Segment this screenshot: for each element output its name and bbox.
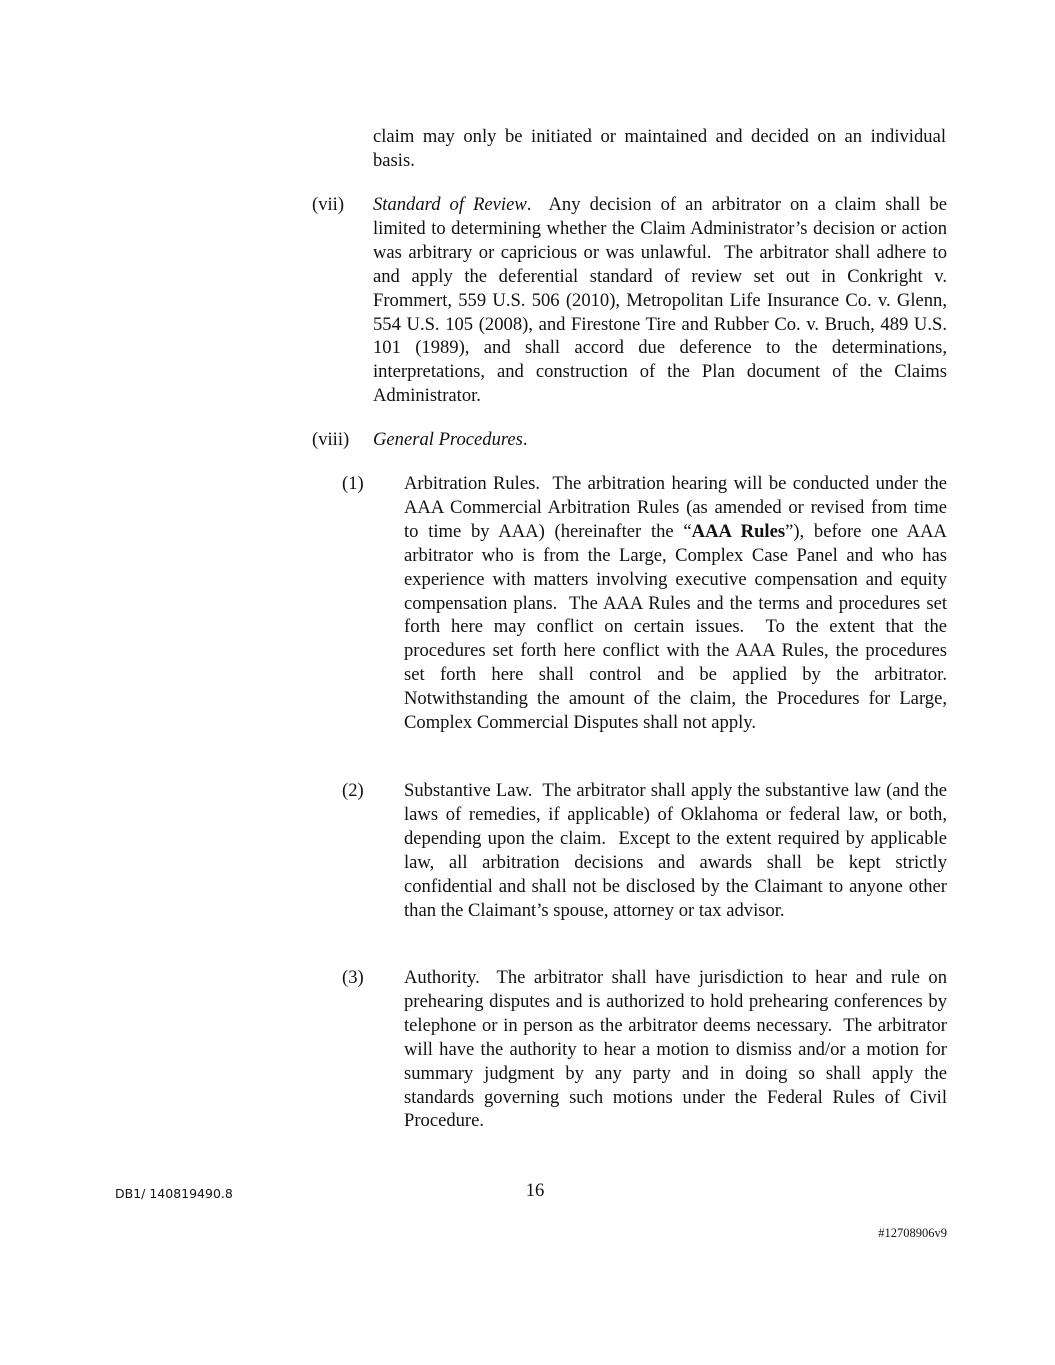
- section-viii-label: (viii): [312, 429, 350, 450]
- item-1-text-before: Arbitration Rules. The arbitration hearing will be conducted under the AAA Commercial Arbitration Rules (as amended or revised from time to time by AAA) (hereinafter the “: [404, 473, 952, 542]
- continuation-text: claim may only be initiated or maintained and decided on an individual basis.: [373, 126, 946, 171]
- section-viii-heading-line: [373, 428, 947, 452]
- item-1-bold-term: AAA Rules: [691, 520, 786, 542]
- item-3-label: (3): [342, 967, 364, 988]
- page-number: 16: [525, 1180, 545, 1201]
- item-3-paragraph: [404, 966, 952, 1133]
- item-1-label: (1): [342, 473, 364, 494]
- continuation-paragraph: [373, 125, 946, 173]
- section-viii-heading-period: .: [522, 429, 528, 450]
- section-vii-body: Any decision of an arbitrator on a claim shall be limited to determining whether the Claim Administrator’s decision or action was arbitrary or capricious or was unlawful. The arbitrator shall adhere to and apply the deferential standard of review set out in Conkright v. Frommert, 559 U.S. 506 (2010), Metropolitan Life Insurance Co. v. Glenn, 554 U.S. 105 (2008), and Firestone Tire and Rubber Co. v. Bruch, 489 U.S. 101 (1989), and shall accord due deference to the determinations, interpretations, and construction of the Plan document of the Claims Administrator.: [373, 194, 952, 407]
- footer-reference: #12708906v9: [878, 1226, 947, 1240]
- section-vii-label: (vii): [312, 194, 345, 215]
- item-2-paragraph: [404, 779, 952, 922]
- item-3-text: Authority. The arbitrator shall have jurisdiction to hear and rule on prehearing disputes and is authorized to hold prehearing conferences by telephone or in person as the arbitrator deems necessary. The arbitrator will have the authority to hear a motion to dismiss and/or a motion for summary judgment by any party and in doing so shall apply the standards governing such motions under the Federal Rules of Civil Procedure.: [404, 967, 952, 1132]
- section-vii-heading-period: .: [526, 194, 532, 215]
- item-2-text: Substantive Law. The arbitrator shall apply the substantive law (and the laws of remedies, if applicable) of Oklahoma or federal law, or both, depending upon the claim. Except to the extent required by applicable law, all arbitration decisions and awards shall be kept strictly confidential and shall not be disclosed by the Claimant to anyone other than the Claimant’s spouse, attorney or tax advisor.: [404, 780, 952, 921]
- item-1-text-after: ”), before one AAA arbitrator who is from the Large, Complex Case Panel and who has experience with matters involving executive compensation and equity compensation plans. The AAA Rules and the terms and procedures set forth here may conflict on certain issues. To the extent that the procedures set forth here conflict with the AAA Rules, the procedures set forth here shall control and be applied by the arbitrator. Notwithstanding the amount of the claim, the Procedures for Large, Complex Commercial Disputes shall not apply.: [404, 520, 952, 734]
- footer-document-id: DB1/ 140819490.8: [115, 1186, 233, 1201]
- section-vii-paragraph: [373, 193, 952, 408]
- item-2-label: (2): [342, 780, 364, 801]
- section-viii-heading: General Procedures: [373, 429, 523, 450]
- section-vii-heading: Standard of Review: [373, 194, 527, 215]
- item-1-paragraph: [404, 472, 952, 735]
